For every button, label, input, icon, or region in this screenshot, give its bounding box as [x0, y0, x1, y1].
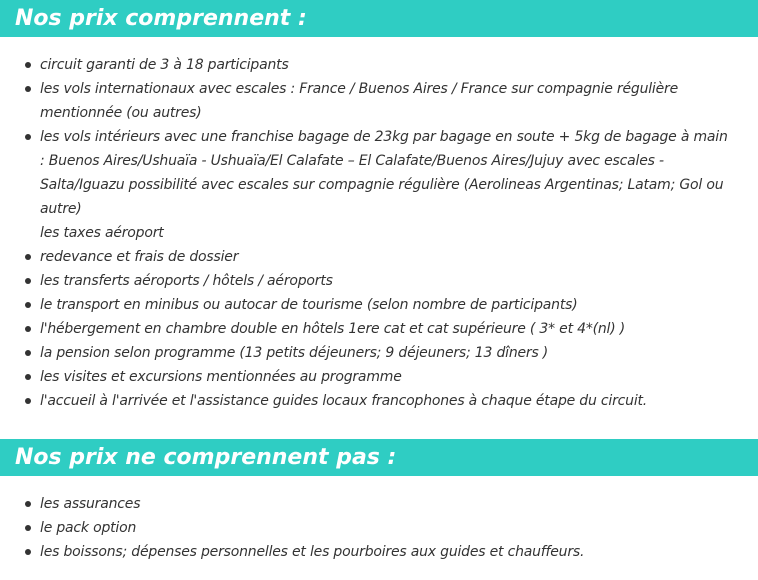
list-item-text: redevance et frais de dossier [40, 249, 239, 265]
included-section-title: Nos prix comprennent : [0, 0, 758, 37]
bullet-icon [25, 350, 31, 356]
bullet-icon [25, 62, 31, 68]
list-item [0, 53, 758, 77]
bullet-icon [25, 254, 31, 260]
list-item [0, 516, 758, 540]
bullet-icon [25, 326, 31, 332]
list-item-text: le transport en minibus ou autocar de tourisme (selon nombre de participants) [40, 297, 578, 313]
list-item-text: l'accueil à l'arrivée et l'assistance guides locaux francophones à chaque étape du circuit. [40, 393, 648, 409]
excluded-section-title: Nos prix ne comprennent pas : [0, 439, 758, 476]
list-item-text: les vols internationaux avec escales : France / Buenos Aires / France sur compagnie régulière mentionnée (ou autres) [40, 81, 679, 121]
bullet-icon [25, 134, 31, 140]
list-item-text: l'hébergement en chambre double en hôtels 1ere cat et cat supérieure ( 3* et 4*(nl) ) [40, 321, 626, 337]
list-item-text: circuit garanti de 3 à 18 participants [40, 57, 289, 73]
list-item-text: les boissons; dépenses personnelles et les pourboires aux guides et chauffeurs. [40, 544, 585, 560]
bullet-icon [25, 86, 31, 92]
list-item [0, 293, 758, 317]
list-item [0, 269, 758, 293]
bullet-icon [25, 525, 31, 531]
list-item-text: les vols intérieurs avec une franchise bagage de 23kg par bagage en soute + 5kg de bagage à main : Buenos Aires/Ushuaïa - Ushuaïa/El Calafate – El Calafate/Buenos Aires/Jujuy avec escales - Salta/Iguazu possibilité avec escales sur compagnie régulière (Aerolineas Argentinas; Latam; Gol ou autre) [40, 129, 728, 217]
bullet-icon [25, 501, 31, 507]
list-item [0, 221, 758, 245]
list-item-text: le pack option [40, 520, 137, 536]
included-list [0, 53, 758, 413]
list-item [0, 540, 758, 564]
excluded-list [0, 492, 758, 564]
list-item [0, 317, 758, 341]
list-item-text: les visites et excursions mentionnées au programme [40, 369, 402, 385]
bullet-icon [25, 302, 31, 308]
list-item [0, 492, 758, 516]
list-item [0, 365, 758, 389]
list-item [0, 389, 758, 413]
list-item-text: les transferts aéroports / hôtels / aéroports [40, 273, 333, 289]
bullet-icon [25, 398, 31, 404]
list-item-text: la pension selon programme (13 petits déjeuners; 9 déjeuners; 13 dîners ) [40, 345, 549, 361]
list-item-text: les assurances [40, 496, 141, 512]
bullet-icon [25, 549, 31, 555]
bullet-icon [25, 374, 31, 380]
bullet-icon [25, 278, 31, 284]
list-item-text: les taxes aéroport [40, 225, 164, 241]
list-item [0, 125, 758, 221]
list-item [0, 77, 758, 125]
list-item [0, 245, 758, 269]
list-item [0, 341, 758, 365]
